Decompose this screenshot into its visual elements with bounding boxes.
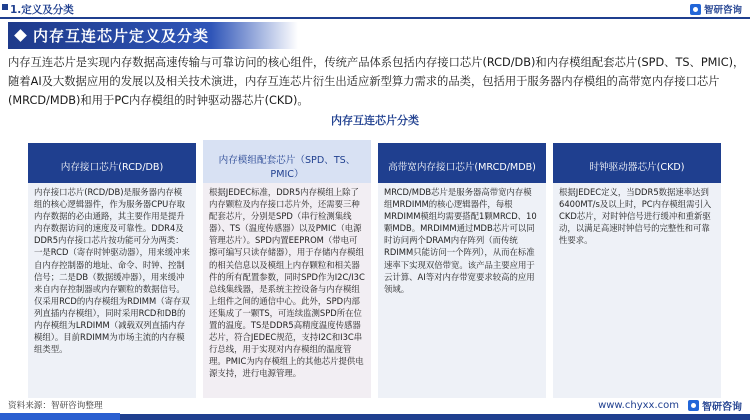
section-banner	[8, 22, 298, 49]
chapter-marker-icon	[2, 4, 8, 10]
card-spd-ts-pmic	[203, 130, 371, 398]
chapter-title: 1.定义及分类	[10, 4, 74, 16]
classification-cards	[28, 130, 722, 398]
classification-title: 内存互连芯片分类	[331, 114, 419, 127]
card-title: 内存接口芯片(RCD/DB)	[28, 143, 196, 193]
diamond-icon	[14, 29, 27, 42]
card-rcd-db	[28, 130, 196, 398]
brand-logo-icon	[688, 400, 699, 411]
footer-brand	[598, 398, 742, 413]
card-title: 高带宽内存接口芯片(MRCD/MDB)	[378, 143, 546, 193]
top-divider	[0, 17, 750, 19]
card-title: 时钟驱动器芯片(CKD)	[553, 143, 721, 193]
source-note: 资料来源：智研咨询整理	[8, 401, 103, 411]
card-body: 根据JEDEC标准，DDR5内存模组上除了内存颗粒及内存接口芯片外，还需要三种配套芯片，分别是SPD（串行检测集线器）、TS（温度传感器）以及PMIC（电源管理芯片）。SPD内置EEPROM（带电可擦可编写只读存储器），用于存储内存模组的相关信息以及模组上内存颗粒和相关器件的所有配置参数，同时SPD作为I2C/I3C总线集线器，是系统主控设备与内存模组上组件之间的通信中心。此外，SPD内部还集成了一颗TS，可连续监测SPD所在位置的温度。TS是DDR5高精度温度传感器芯片，符合JEDEC规范，支持I2C和I3C串行总线，用于实现对内存模组的温度管理。PMIC为内存模组上的其他芯片提供电源支持，进行电源管理。	[203, 183, 371, 398]
card-mrcd-mdb	[378, 130, 546, 398]
card-ckd	[553, 130, 721, 398]
top-bar	[0, 0, 750, 17]
intro-paragraph: 内存互连芯片是实现内存数据高速传输与可靠访问的核心组件，传统产品体系包括内存接口芯片(RCD/DB)和内存模组配套芯片(SPD、TS、PMIC)，随着AI及大数据应用的发展以及相关技术演进，内存互连芯片衍生出适应新型算力需求的品类，包括用于服务器内存模组的高带宽内存接口芯片(MRCD/MDB)和用于PC内存模组的时钟驱动器芯片(CKD)。	[8, 56, 745, 107]
card-body: 内存接口芯片(RCD/DB)是服务器内存模组的核心逻辑器件，作为服务器CPU存取内存数据的必由通路，其主要作用是提升内存数据访问的速度及可靠性。DDR4及DDR5内存接口芯片按功能可分为两类：一是RCD（寄存时钟驱动器），用来缓冲来自内存控制器的地址、命令、时钟、控制信号；二是DB（数据缓冲器），用来缓冲来自内存控制器或内存颗粒的数据信号。仅采用RCD的内存模组为RDIMM（寄存双列直插内存模组），同时采用RCD和DB的内存模组为LRDIMM（减载双列直插内存模组）。目前RDIMM为市场主流的内存模组类型。	[28, 183, 196, 398]
website-link[interactable]: www.chyxx.com	[598, 400, 679, 411]
bottom-accent	[0, 413, 120, 420]
footer-brand-name: 智研咨询	[702, 402, 742, 413]
brand-logo	[690, 2, 742, 16]
brand-name: 智研咨询	[703, 5, 742, 16]
card-body: MRCD/MDB芯片是服务器高带宽内存模组MRDIMM的核心逻辑器件，每根MRDIMM模组均需要搭配1颗MRCD、10颗MDB。MRDIMM通过MDB芯片可以同时访问两个DRAM内存阵列（而传统RDIMM只能访问一个阵列），从而在标准速率下实现双倍带宽。该产品主要应用于云计算、AI等对内存带宽要求较高的应用领域。	[378, 183, 546, 398]
card-title: 内存模组配套芯片（SPD、TS、PMIC）	[203, 140, 371, 195]
section-title: 内存互连芯片定义及分类	[33, 27, 210, 45]
card-body: 根据JEDEC定义，当DDR5数据速率达到6400MT/s及以上时，PC内存模组需引入CKD芯片，对时钟信号进行缓冲和重新驱动，以满足高速时钟信号的完整性和可靠性要求。	[553, 183, 721, 398]
brand-logo-icon	[690, 4, 701, 15]
